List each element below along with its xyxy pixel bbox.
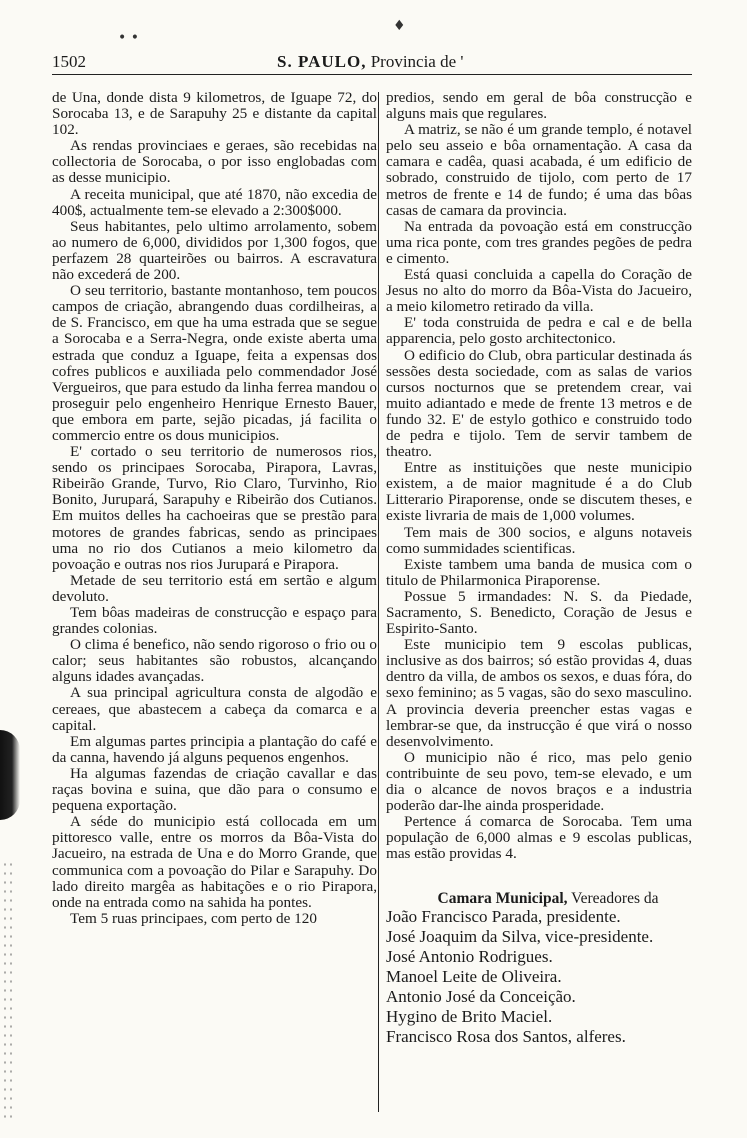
paragraph: A sua principal agricultura consta de algodão e cereaes, que abastecem a cabeça da comarca e a capital. <box>52 684 377 734</box>
paragraph: Possue 5 irmandades: N. S. da Piedade, Sacramento, S. Benedicto, Coração de Jesus e Espirito-Santo. <box>386 587 692 638</box>
paragraph: A matriz, se não é um grande templo, é notavel pelo seu asseio e bôa ornamentação. A casa da camara e cadêa, quasi acabada, é um edificio de sobrado, construido de tijolo, com perto de 17 metros de frente e 14 de fundo; é uma das bôas casas de camara da provincia. <box>386 121 692 219</box>
paragraph: Pertence á comarca de Sorocaba. Tem uma população de 6,000 almas e 9 escolas publicas, mas estão providas 4. <box>386 813 692 863</box>
paragraph: O edificio do Club, obra particular destinada ás sessões desta sociedade, com as salas de varios cursos nocturnos que se pretendem crear, vai muito adiantado e mede de frente 13 metros e de fundo 32. E' de estylo gothico e construido todo de pedra e tijolo. Tem de servir tambem de theatro. <box>386 346 692 461</box>
paragraph: Em algumas partes principia a plantação do café e da canna, havendo já alguns pequenos engenhos. <box>52 732 377 766</box>
running-title-rest: Provincia de ' <box>370 52 464 71</box>
paragraph: Seus habitantes, pelo ultimo arrolamento, sobem ao numero de 6,000, divididos por 1,300 fogos, que perfazem 28 quarteirões ou bairros. A escravatura não excederá de 200. <box>52 217 377 284</box>
paragraph: E' cortado o seu territorio de numerosos rios, sendo os principaes Sorocaba, Pirapora, Lavras, Ribeirão Grande, Turvo, Rio Claro, Turvinho, Rio Bonito, Jurupará, Sarapuhy e Ribeirão dos Cutianos. Em muitos delles ha cachoeiras que se prestão para motores de grandes fabricas, sendo as principaes uma no rio dos Cutianos a meio kilometro da povoação e outras nos rios Jurupará e Pirapora. <box>52 443 377 573</box>
left-column <box>52 90 377 927</box>
council-member: Francisco Rosa dos Santos, alferes. <box>386 1026 626 1046</box>
paragraph: Entre as instituições que neste municipio existem, a de maior magnitude é a do Club Litterario Piraporense, onde se discutem theses, e existe livraria de mais de 1,000 volumes. <box>386 459 692 525</box>
council-members <box>386 907 692 1047</box>
council-heading-rest: Vereadores da <box>567 889 659 907</box>
running-title <box>277 52 463 72</box>
paragraph: Está quasi concluida a capella do Coração de Jesus no alto do morro da Bôa-Vista do Jacueiro, a meio kilometro retirado da villa. <box>386 266 692 316</box>
paragraph: predios, sendo em geral de bôa construcção e alguns mais que regulares. <box>386 89 692 123</box>
council-member: João Francisco Parada, presidente. <box>386 906 621 926</box>
paragraph: E' toda construida de pedra e cal e de bella apparencia, pelo gosto architectonico. <box>386 314 692 348</box>
council-member: José Joaquim da Silva, vice-presidente. <box>386 926 654 946</box>
page-number: 1502 <box>52 52 86 71</box>
council-heading-bold: Camara Municipal, <box>437 889 568 907</box>
paragraph: Existe tambem uma banda de musica com o titulo de Philarmonica Piraporense. <box>386 555 692 589</box>
paragraph: Metade de seu territorio está em sertão e algum devoluto. <box>52 571 377 605</box>
council-member: Antonio José da Conceição. <box>386 986 576 1006</box>
council-member: Manoel Leite de Oliveira. <box>386 966 562 986</box>
paragraph: O clima é benefico, não sendo rigoroso o frio ou o calor; seus habitantes são robustos, alcançando alguns idades avançadas. <box>52 636 377 686</box>
paragraph: O municipio não é rico, mas pelo genio contribuinte de seu povo, tem-se elevado, e um dia o alcance de novos braços e a industria poderão dar-lhe ainda prosperidade. <box>386 748 692 815</box>
column-divider <box>378 92 379 1112</box>
header-rule <box>52 74 692 75</box>
paragraph: As rendas provinciaes e geraes, são recebidas na collectoria de Sorocaba, o por isso englobadas com as desse municipio. <box>52 137 377 187</box>
binding-shadow <box>0 730 20 820</box>
paragraph: A séde do municipio está collocada em um pittoresco valle, entre os morros da Bôa-Vista do Jacueiro, na estrada de Una e do Morro Grande, que communica com a povoação do Pilar e Sarapuhy. Do lado direito margêa as habitações e o rio Pirapora, onde na entrada como na sahida ha pontes. <box>52 813 377 911</box>
paragraph: Tem bôas madeiras de construcção e espaço para grandes colonias. <box>52 604 377 638</box>
paragraph: A receita municipal, que até 1870, não excedia de 400$, actualmente tem-se elevado a 2:300$000. <box>52 185 377 219</box>
council-member: José Antonio Rodrigues. <box>386 946 553 966</box>
right-column-paragraphs <box>386 90 692 863</box>
page-header <box>52 50 692 72</box>
paragraph: Este municipio tem 9 escolas publicas, inclusive as dos bairros; só estão providas 4, duas dentro da villa, de ambos os sexos, e duas fóra, do sexo feminino; as 5 vagas, são do sexo masculino. A provincia deveria preencher estas vagas e lembrar-se que, da instrucção é que virá o nosso desenvolvimento. <box>386 636 692 750</box>
print-speck: • • <box>118 30 139 46</box>
council-member: Hygino de Brito Maciel. <box>386 1006 553 1026</box>
running-title-bold: S. PAULO, <box>277 52 367 71</box>
council-heading <box>386 891 692 907</box>
paragraph: Tem 5 ruas principaes, com perto de 120 <box>70 909 317 927</box>
council-section <box>386 891 692 1047</box>
paragraph: Na entrada da povoação está em construcção uma rica ponte, com tres grandes pegões de pedra e cimento. <box>386 217 692 267</box>
page-edge-texture <box>2 860 12 1120</box>
paragraph: Ha algumas fazendas de criação cavallar e das raças bovina e suina, que dão para o consumo e pequena exportação. <box>52 764 377 815</box>
paragraph: O seu territorio, bastante montanhoso, tem poucos campos de criação, abrangendo duas cordilheiras, a de S. Francisco, em que ha uma estrada que se segue a Sorocaba e a Serra-Negra, onde existe aberta uma estrada que conduz a Iguape, feita a expensas dos cofres publicos e auxiliada pelo commendador José Vergueiros, que para estudo da linha ferrea mandou o proseguir pelo engenheiro Henrique Ernesto Bauer, que embora em parte, sejão picadas, já facilita o commercio entre os dous municipios. <box>52 282 377 444</box>
right-column <box>386 90 692 1047</box>
paragraph: Tem mais de 300 socios, e alguns notaveis como summidades scientificas. <box>386 523 692 557</box>
paragraph: de Una, donde dista 9 kilometros, de Iguape 72, do Sorocaba 13, e de Sarapuhy 25 e distante da capital 102. <box>52 89 377 139</box>
print-speck: ♦ <box>393 18 406 34</box>
